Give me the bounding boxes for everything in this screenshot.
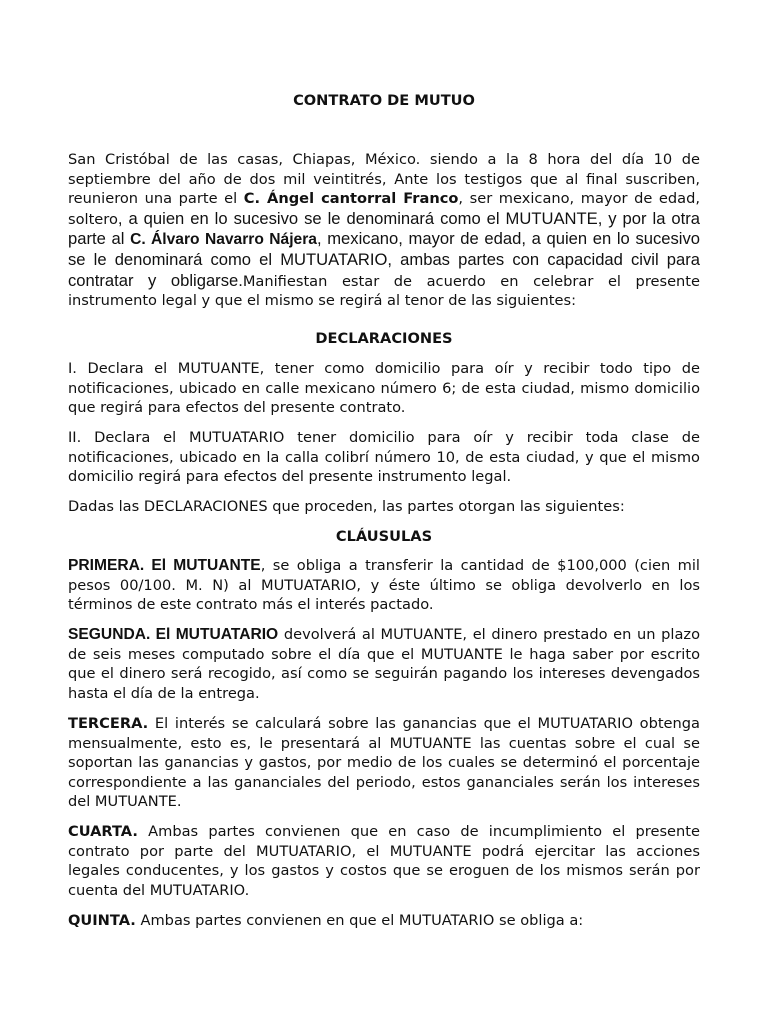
party2-name: C. Álvaro Navarro Nájera: [130, 231, 317, 249]
transition-text: Dadas las DECLARACIONES que proceden, las partes otorgan las siguientes:: [68, 498, 625, 515]
clause-item: [68, 911, 700, 931]
clause-item: [68, 625, 700, 703]
clause-tercera-block: [68, 714, 700, 812]
intro-paragraph: [68, 150, 700, 311]
transition-block: [68, 497, 700, 517]
intro-part-4: , mexicano, mayor de edad, a quien en lo sucesivo se le denominará como el MUTUATARIO, ambas partes con capacidad civil para contratar y obligarse.: [68, 229, 700, 290]
clause-text: devolverá al MUTUANTE, el dinero prestado en un plazo de seis meses computado sobre el día que el MUTUANTE le haga saber por escrito que el dinero será recogido, así como se seguirán pagando los intereses devengados hasta el día de la entrega.: [68, 626, 701, 702]
clause-label: PRIMERA. El MUTUANTE: [68, 557, 261, 574]
declaration-item: II. Declara el MUTUATARIO tener domicilio para oír y recibir toda clase de notificaciones, ubicado en la calla colibrí número 10, de esta ciudad, y que el mismo domicilio regirá para efectos del presente instrumento legal.: [68, 429, 700, 486]
clause-text: El interés se calculará sobre las ganancias que el MUTUATARIO obtenga mensualmente, esto es, le presentará al MUTUANTE las cuentas sobre el cual se soportan las ganancias y gastos, por medio de los cuales se determinó el porcentaje correspondiente a las gananciales del periodo, estos gananciales serán los intereses del MUTUANTE.: [68, 715, 700, 811]
clause-segunda-block: [68, 625, 700, 703]
document-title: CONTRATO DE MUTUO: [293, 92, 475, 109]
party1-name: C. Ángel cantorral Franco: [243, 190, 459, 208]
declaration-item: I. Declara el MUTUANTE, tener como domicilio para oír y recibir todo tipo de notificaciones, ubicado en calle mexicano número 6; de esta ciudad, mismo domicilio que regirá para efectos del presente contrato.: [68, 360, 700, 417]
intro-part-2: , ser mexicano, mayor de edad, soltero: [68, 190, 700, 228]
intro-part-3: , a quien en lo sucesivo se le denominará como el MUTUANTE, y por la otra parte al: [68, 208, 700, 249]
clause-primera-block: [68, 556, 700, 615]
clause-text: Ambas partes convienen que en caso de incumplimiento el presente contrato por parte del MUTUATARIO, el MUTUANTE podrá ejercitar las acciones legales conducentes, y los gastos y costos que se eroguen de los mismos serán por cuenta del MUTUATARIO.: [68, 823, 700, 899]
clause-item: [68, 714, 700, 812]
clause-cuarta-block: [68, 822, 700, 900]
intro-part-1: San Cristóbal de las casas, Chiapas, México. siendo a la 8 hora del día 10 de septiembre del año de dos mil veintitrés, Ante los testigos que al final suscriben, reunieron una parte el: [68, 151, 700, 208]
clause-label: SEGUNDA. El MUTUATARIO: [68, 626, 279, 643]
clauses-heading-block: [68, 527, 700, 547]
clause-label: CUARTA.: [68, 823, 138, 840]
clause-label: TERCERA.: [68, 715, 149, 732]
clause-text: Ambas partes convienen en que el MUTUATARIO se obliga a:: [135, 912, 584, 929]
clause-item: [68, 822, 700, 900]
declaration-2-block: [68, 428, 700, 487]
clause-quinta-block: [68, 911, 700, 931]
clause-text: , se obliga a transferir la cantidad de $100,000 (cien mil pesos 00/100. M. N) al MUTUATARIO, y éste último se obliga devolverlo en los términos de este contrato más el interés pactado.: [68, 557, 700, 614]
declarations-heading-block: [68, 329, 700, 349]
declarations-heading: DECLARACIONES: [315, 330, 453, 347]
intro-text: [68, 150, 700, 311]
clause-label: QUINTA.: [68, 912, 136, 929]
clauses-heading: CLÁUSULAS: [335, 528, 433, 545]
clause-item: [68, 556, 700, 615]
declaration-1-block: [68, 359, 700, 418]
intro-part-5: Manifiestan estar de acuerdo en celebrar el presente instrumento legal y que el mismo se regirá al tenor de las siguientes:: [68, 272, 701, 310]
